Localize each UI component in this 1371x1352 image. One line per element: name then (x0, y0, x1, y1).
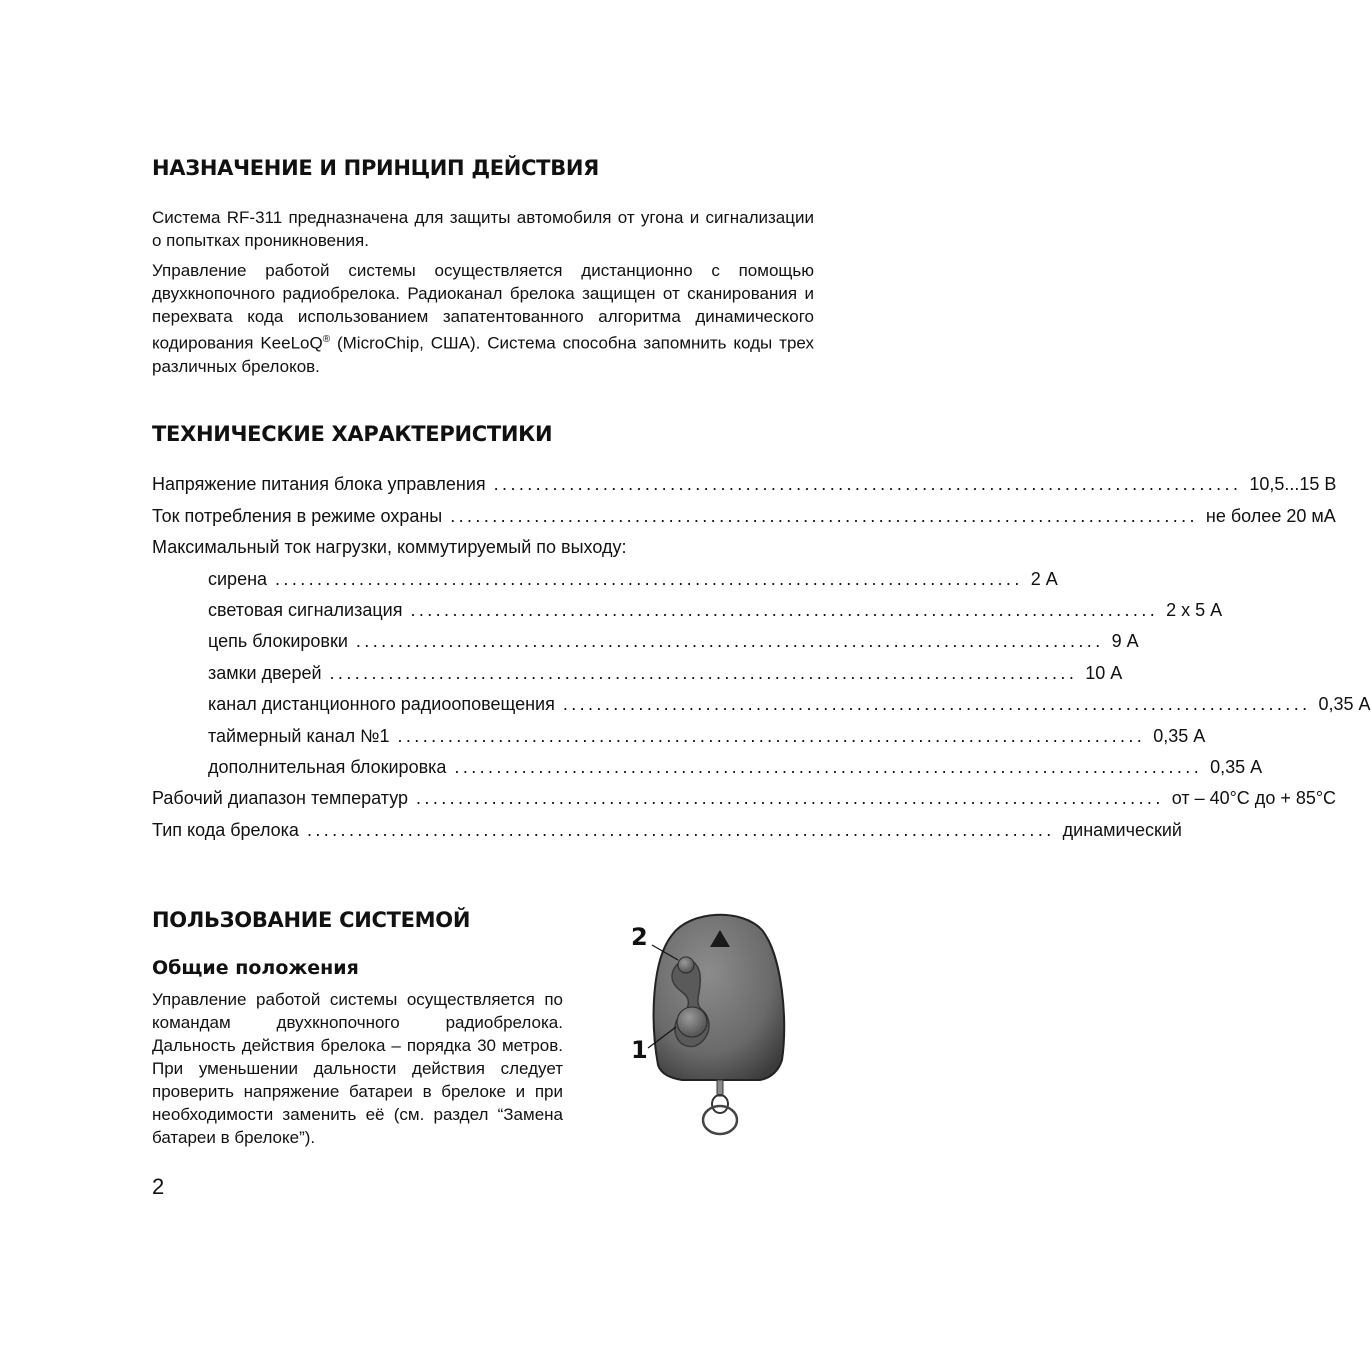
leader-dots: ......................................................................................... (454, 757, 1203, 777)
leader-dots: ......................................................................................... (450, 506, 1198, 526)
purpose-paragraph-1: Система RF-311 предназначена для защиты автомобиля от угона и сигнализации о попытках проникновения. (152, 208, 814, 250)
leader-dots: ......................................................................................... (275, 569, 1023, 589)
fob-key-ring (703, 1106, 737, 1134)
leader-dots: ......................................................................................... (416, 788, 1164, 808)
leader-dots: ......................................................................................... (562, 694, 1311, 714)
spec-value: 2 А (1030, 569, 1058, 589)
spec-value: не более 20 мА (1205, 506, 1336, 526)
spec-row-siren (208, 567, 1058, 591)
key-fob-illustration (630, 900, 810, 1145)
spec-value: 10,5...15 В (1249, 474, 1337, 494)
spec-row-timer-channel (208, 724, 1206, 748)
spec-label: Напряжение питания блока управления (152, 474, 486, 494)
label-button-2: 2 (631, 923, 648, 951)
leader-dots: ......................................................................................... (329, 663, 1078, 683)
registered-mark: ® (322, 334, 331, 345)
spec-value: 9 А (1111, 631, 1139, 651)
spec-value: 0,35 А (1210, 757, 1263, 777)
spec-value: динамический (1062, 820, 1182, 840)
spec-label: световая сигнализация (208, 600, 403, 620)
section-title-purpose: НАЗНАЧЕНИЕ И ПРИНЦИП ДЕЙСТВИЯ (152, 156, 600, 180)
spec-value: 0,35 А (1318, 694, 1371, 714)
spec-label: Ток потребления в режиме охраны (152, 506, 443, 526)
section-title-usage: ПОЛЬЗОВАНИЕ СИСТЕМОЙ (152, 908, 471, 932)
label-button-1: 1 (631, 1036, 648, 1064)
purpose-p2-text-a: Управление работой системы осуществляется дистанционно с помощью двухкнопочного радиобрелока. Радиоканал брелока защищен от сканирования и перехвата кода использованием запатентованного алгоритма динамического кодирования KeeLoQ (152, 261, 814, 353)
subsection-title-general: Общие положения (152, 957, 359, 979)
spec-label: сирена (208, 569, 268, 589)
section-title-specs: ТЕХНИЧЕСКИЕ ХАРАКТЕРИСТИКИ (152, 422, 553, 446)
fob-button-2 (678, 957, 694, 973)
spec-row-max-load (152, 535, 800, 559)
spec-value: 0,35 А (1153, 726, 1206, 746)
fob-button-1 (677, 1007, 707, 1037)
leader-dots: ......................................................................................... (493, 474, 1242, 494)
spec-value: от – 40°С до + 85°С (1171, 788, 1337, 808)
fob-ring-link (712, 1095, 728, 1113)
spec-label: Тип кода брелока (152, 820, 299, 840)
leader-dots: ......................................................................................... (410, 600, 1159, 620)
spec-label: канал дистанционного радиооповещения (208, 694, 555, 714)
spec-label: Максимальный ток нагрузки, коммутируемый по выходу: (152, 537, 627, 557)
spec-row-supply (152, 472, 1337, 496)
usage-paragraph: Управление работой системы осуществляется по командам двухкнопочного радиобрелока. Дальность действия брелока – порядка 30 метров. При уменьшении дальности действия следует проверить напряжение батареи в брелоке и при необходимости заменить её (см. раздел “Замена батареи в брелоке”). (152, 990, 563, 1147)
spec-row-code-type (152, 818, 1182, 842)
spec-label: таймерный канал №1 (208, 726, 390, 746)
fob-ring-stem (717, 1080, 723, 1096)
purpose-p2-text-b: (MicroChip, США). Система способна запомнить коды трех различных брелоков. (152, 333, 814, 376)
spec-row-temperature (152, 786, 1337, 810)
leader-dots: ......................................................................................... (355, 631, 1104, 651)
spec-row-door-locks (208, 661, 1123, 685)
purpose-paragraph-2 (152, 259, 814, 378)
leader-dots: ......................................................................................... (397, 726, 1146, 746)
spec-label: дополнительная блокировка (208, 757, 447, 777)
leader-dots: ......................................................................................... (306, 820, 1055, 840)
spec-label: Рабочий диапазон температур (152, 788, 409, 808)
spec-row-radio-notify (208, 692, 1371, 716)
page-number: 2 (152, 1174, 165, 1199)
spec-label: цепь блокировки (208, 631, 348, 651)
spec-row-standby (152, 504, 1336, 528)
spec-row-immobilizer (208, 629, 1139, 653)
spec-label: замки дверей (208, 663, 322, 683)
spec-row-lights (208, 598, 1223, 622)
spec-value: 10 А (1085, 663, 1123, 683)
spec-value: 2 х 5 А (1166, 600, 1223, 620)
spec-row-extra-block (208, 755, 1263, 779)
